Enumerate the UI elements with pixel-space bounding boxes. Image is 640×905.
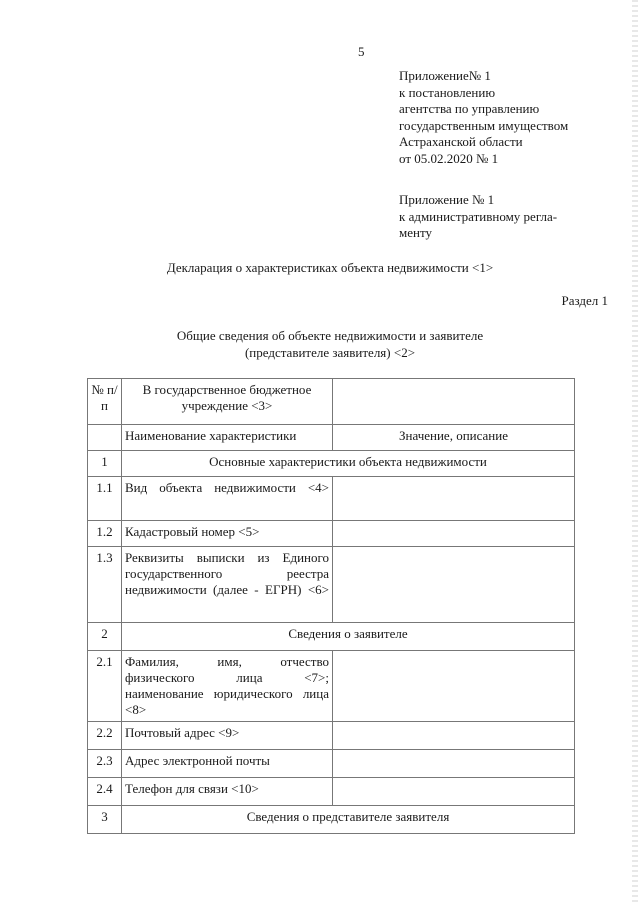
column-header-value: Значение, описание [333, 425, 575, 451]
appendix-line: к постановлению [399, 84, 496, 100]
row-label: Телефон для связи <10> [122, 778, 333, 806]
row-number: 2 [88, 623, 122, 651]
section-heading [90, 327, 570, 361]
column-header-name: Наименование характеристики [122, 425, 333, 451]
scan-edge-artifact [632, 0, 638, 905]
row-label: Кадастровый номер <5> [122, 521, 333, 547]
row-value-cell[interactable] [333, 477, 575, 521]
row-value-cell[interactable] [333, 722, 575, 750]
table-section-row [88, 806, 575, 834]
row-number: 2.2 [88, 722, 122, 750]
row-number: 2.1 [88, 651, 122, 722]
table-row [88, 750, 575, 778]
section-title-cell: Сведения о представителе заявителя [122, 806, 575, 834]
table-row [88, 521, 575, 547]
row-number: 1.1 [88, 477, 122, 521]
page-number: 5 [358, 44, 365, 59]
row-value-cell[interactable] [333, 521, 575, 547]
table-section-row [88, 623, 575, 651]
row-value-cell[interactable] [333, 547, 575, 623]
row-label: Почтовый адрес <9> [122, 722, 333, 750]
table-cell [88, 425, 122, 451]
header-recipient-value-cell[interactable] [333, 379, 575, 425]
appendix-line: Астраханской области [399, 134, 523, 149]
document-title: Декларация о характеристиках объекта недвижимости <1> [166, 260, 494, 275]
section-title-cell: Основные характеристики объекта недвижимости [122, 451, 575, 477]
table-row [88, 778, 575, 806]
table-column-header-row [88, 425, 575, 451]
section-label: Раздел 1 [561, 293, 608, 308]
row-value-cell[interactable] [333, 651, 575, 722]
declaration-table [87, 378, 575, 834]
header-num-cell: № п/п [88, 379, 122, 425]
row-number: 2.4 [88, 778, 122, 806]
section-title-cell: Сведения о заявителе [122, 623, 575, 651]
appendix-block-regulation [399, 192, 557, 242]
appendix-line: агентства по управлению [399, 101, 540, 116]
table-section-row [88, 451, 575, 477]
table-row [88, 547, 575, 623]
row-label: Реквизиты выписки из Единого государственного реестра недвижимости (далее - ЕГРН) <6> [122, 547, 333, 623]
table-row [88, 722, 575, 750]
row-label: Адрес электронной почты [122, 750, 333, 778]
section-heading-line: (представителе заявителя) <2> [244, 345, 416, 360]
row-number: 1.2 [88, 521, 122, 547]
appendix-line: Приложение № 1 [399, 192, 495, 207]
row-value-cell[interactable] [333, 778, 575, 806]
row-label: Вид объекта недвижимости <4> [122, 477, 333, 521]
row-number: 1 [88, 451, 122, 477]
row-number: 3 [88, 806, 122, 834]
appendix-block-resolution [399, 68, 568, 167]
row-number: 2.3 [88, 750, 122, 778]
appendix-line: от 05.02.2020 № 1 [399, 150, 499, 166]
appendix-line: государственным имуществом [399, 117, 569, 133]
table-row [88, 477, 575, 521]
section-heading-line: Общие сведения об объекте недвижимости и заявителе [176, 328, 484, 343]
table-row [88, 651, 575, 722]
appendix-line: Приложение№ 1 [399, 68, 491, 83]
row-label: Фамилия, имя, отчество физического лица <7>; наименование юридического лица <8> [122, 651, 333, 722]
table-header-row [88, 379, 575, 425]
appendix-line: к административному регла- [399, 208, 558, 224]
appendix-line: менту [399, 225, 432, 240]
header-recipient-cell: В государственное бюджетное учреждение <3> [122, 379, 333, 425]
row-number: 1.3 [88, 547, 122, 623]
row-value-cell[interactable] [333, 750, 575, 778]
